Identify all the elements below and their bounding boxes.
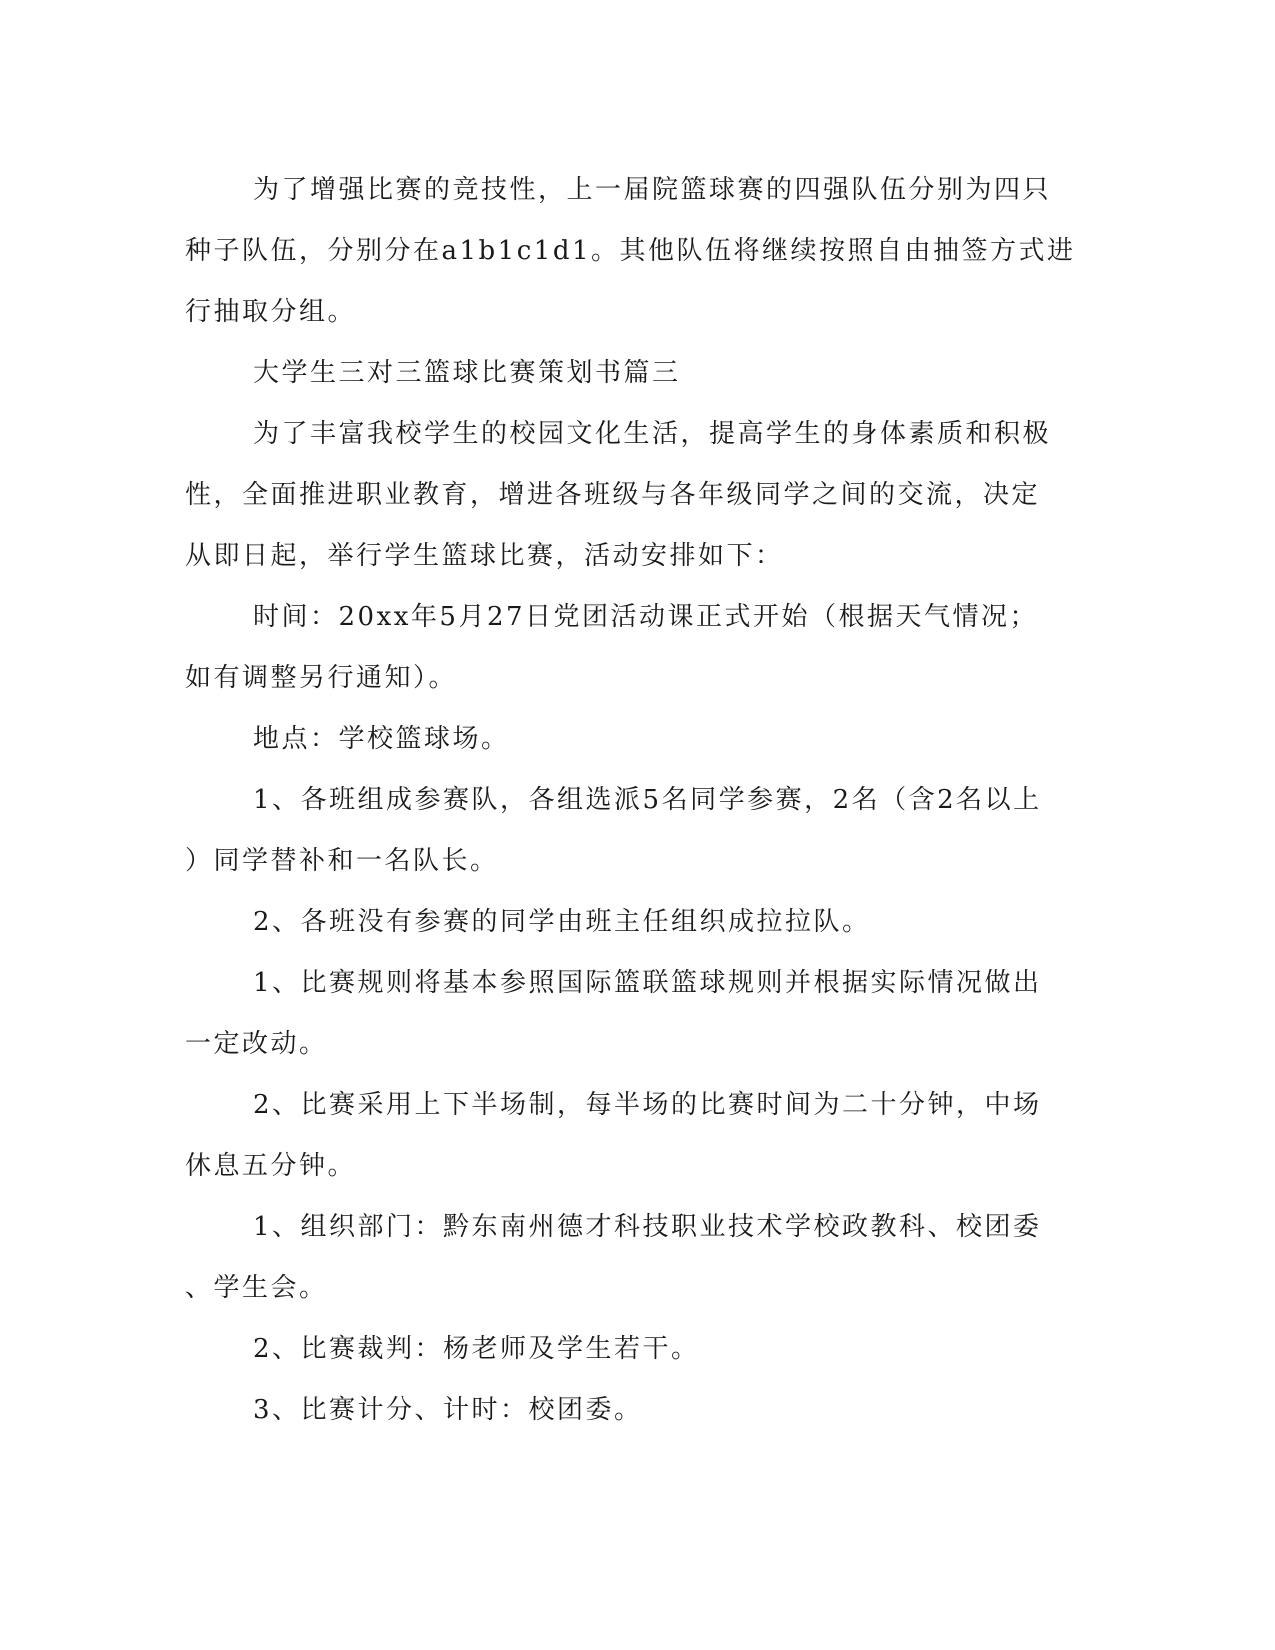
- text-line: ）同学替补和一名队长。: [185, 846, 499, 876]
- text-line: 休息五分钟。: [185, 1151, 357, 1181]
- text-line: 1、各班组成参赛队，各组选派5名同学参赛，2名（含2名以上: [253, 785, 1042, 815]
- text-line: 1、比赛规则将基本参照国际篮联篮球规则并根据实际情况做出: [253, 968, 1042, 998]
- text-line: 为了丰富我校学生的校园文化生活，提高学生的身体素质和积极: [253, 419, 1052, 449]
- text-line: 2、比赛采用上下半场制，每半场的比赛时间为二十分钟，中场: [253, 1090, 1042, 1120]
- text-line: 从即日起，举行学生篮球比赛，活动安排如下：: [185, 541, 784, 571]
- text-line: 性，全面推进职业教育，增进各班级与各年级同学之间的交流，决定: [185, 480, 1041, 510]
- text-line: 、学生会。: [185, 1273, 328, 1303]
- section-heading: 大学生三对三篮球比赛策划书篇三: [253, 358, 681, 388]
- text-line: 时间：20xx年5月27日党团活动课正式开始（根据天气情况；: [253, 602, 1039, 632]
- text-line: 3、比赛计分、计时：校团委。: [253, 1395, 643, 1425]
- text-line: 如有调整另行通知）。: [185, 663, 458, 693]
- text-line: 为了增强比赛的竞技性，上一届院篮球赛的四强队伍分别为四只: [253, 175, 1052, 205]
- text-line: 种子队伍，分别分在a1b1c1d1。其他队伍将继续按照自由抽签方式进: [185, 236, 1076, 266]
- text-line: 一定改动。: [185, 1029, 328, 1059]
- text-line: 地点：学校篮球场。: [253, 724, 510, 754]
- text-line: 2、各班没有参赛的同学由班主任组织成拉拉队。: [253, 907, 871, 937]
- text-line: 行抽取分组。: [185, 297, 357, 327]
- text-line: 2、比赛裁判：杨老师及学生若干。: [253, 1334, 700, 1364]
- text-line: 1、组织部门：黔东南州德才科技职业技术学校政教科、校团委: [253, 1212, 1042, 1242]
- document-body: [185, 160, 1075, 1441]
